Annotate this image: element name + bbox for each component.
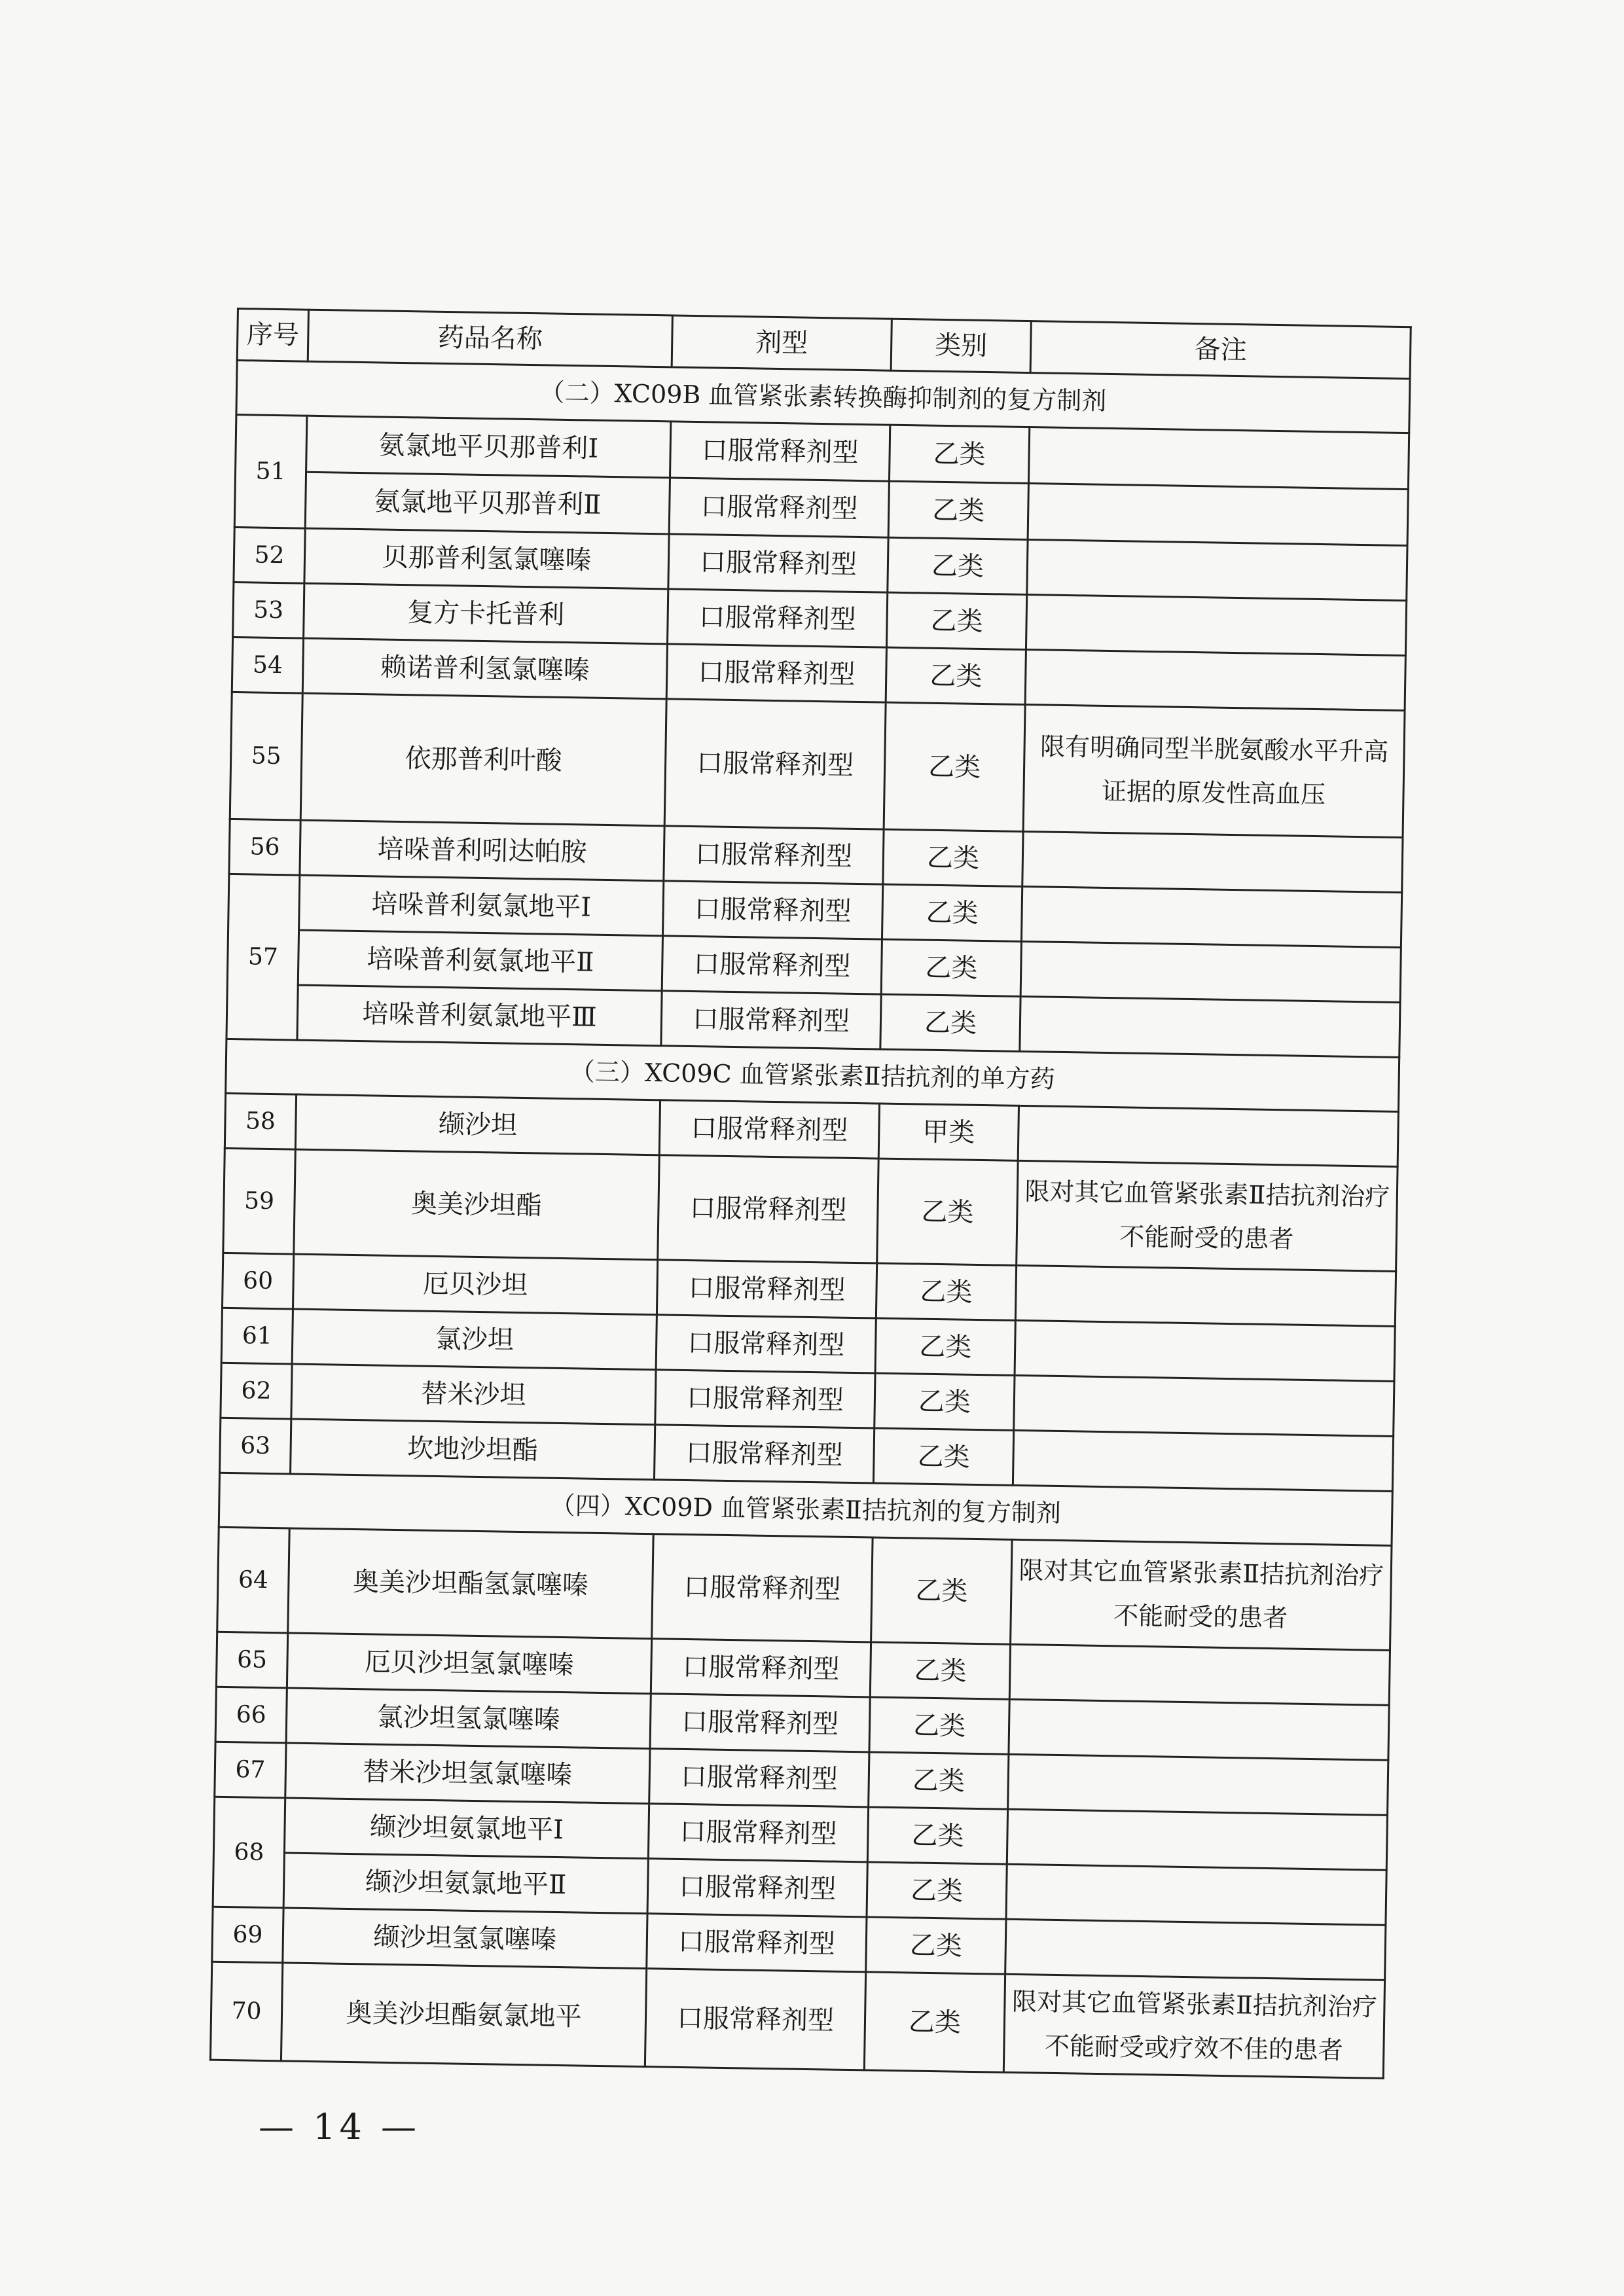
row-note: [1014, 1375, 1394, 1436]
row-form: 口服常释剂型: [650, 1694, 870, 1752]
row-category: 甲类: [878, 1103, 1019, 1160]
table-row: [223, 1148, 1398, 1271]
row-note: [1028, 427, 1409, 490]
row-category: 乙类: [871, 1537, 1012, 1644]
row-category: 乙类: [873, 1428, 1013, 1485]
section-title: （二）XC09B 血管紧张素转换酶抑制剂的复方制剂: [236, 361, 1410, 433]
table-row: [217, 1527, 1392, 1650]
row-seq: 53: [233, 582, 304, 638]
row-note: [1021, 886, 1401, 947]
row-category: 乙类: [877, 1158, 1018, 1265]
row-note: [1020, 941, 1401, 1002]
row-note: [1025, 649, 1405, 710]
row-form: 口服常释剂型: [652, 1534, 873, 1642]
row-form: 口服常释剂型: [664, 699, 886, 829]
section-title: （四）XC09D 血管紧张素Ⅱ拮抗剂的复方制剂: [219, 1473, 1392, 1545]
row-name: 缬沙坦: [295, 1094, 660, 1155]
row-note: [1026, 595, 1406, 656]
row-name: 缬沙坦氨氯地平Ⅱ: [283, 1853, 648, 1914]
row-category: 乙类: [864, 1972, 1005, 2072]
header-note: 备注: [1030, 321, 1411, 379]
row-category: 乙类: [875, 1373, 1015, 1430]
row-form: 口服常释剂型: [666, 644, 886, 702]
row-name: 培哚普利氨氯地平Ⅱ: [298, 930, 662, 991]
row-seq: 56: [229, 819, 300, 875]
row-seq: 67: [215, 1742, 286, 1798]
row-category: 乙类: [881, 939, 1021, 996]
row-form: 口服常释剂型: [669, 478, 889, 537]
row-name: 奥美沙坦酯: [294, 1149, 659, 1260]
row-note: [1013, 1430, 1393, 1491]
row-form: 口服常释剂型: [659, 1100, 879, 1158]
row-category: 乙类: [866, 1917, 1006, 1974]
row-seq: 57: [226, 874, 300, 1040]
row-form: 口服常释剂型: [662, 936, 882, 994]
row-note: [1008, 1754, 1388, 1815]
row-note: [1005, 1919, 1386, 1980]
row-note: [1006, 1864, 1386, 1925]
row-name: 复方卡托普利: [304, 583, 668, 644]
row-category: 乙类: [876, 1263, 1016, 1320]
row-category: 乙类: [888, 537, 1028, 594]
row-seq: 61: [221, 1308, 293, 1364]
row-seq: 68: [213, 1797, 285, 1908]
row-note: [1009, 1699, 1389, 1760]
row-name: 培哚普利吲达帕胺: [300, 820, 664, 881]
row-category: 乙类: [870, 1642, 1010, 1699]
page-number: — 14 —: [259, 2106, 421, 2147]
row-seq: 58: [225, 1093, 296, 1149]
row-name: 培哚普利氨氯地平Ⅲ: [297, 985, 662, 1046]
row-form: 口服常释剂型: [651, 1639, 871, 1697]
row-name: 替米沙坦: [291, 1364, 656, 1425]
row-name: 氯沙坦: [292, 1309, 657, 1370]
row-form: 口服常释剂型: [658, 1155, 878, 1263]
row-note: [1020, 996, 1400, 1057]
row-form: 口服常释剂型: [661, 991, 881, 1049]
row-note: [1007, 1809, 1387, 1870]
row-note: [1015, 1320, 1395, 1381]
row-name: 厄贝沙坦: [293, 1254, 657, 1315]
row-form: 口服常释剂型: [649, 1749, 869, 1807]
row-category: 乙类: [888, 481, 1028, 539]
row-name: 赖诺普利氢氯噻嗪: [302, 638, 667, 699]
row-form: 口服常释剂型: [657, 1260, 876, 1318]
row-category: 乙类: [889, 425, 1029, 483]
row-note: 限对其它血管紧张素Ⅱ拮抗剂治疗不能耐受或疗效不佳的患者: [1003, 1974, 1384, 2078]
row-name: 替米沙坦氢氯噻嗪: [285, 1743, 650, 1804]
row-seq: 55: [230, 692, 302, 820]
row-note: [1009, 1644, 1390, 1705]
table-row: [230, 692, 1405, 837]
row-name: 贝那普利氢氯噻嗪: [304, 528, 669, 589]
row-form: 口服常释剂型: [668, 534, 888, 592]
row-category: 乙类: [869, 1697, 1009, 1754]
row-form: 口服常释剂型: [647, 1914, 867, 1972]
row-seq: 66: [215, 1687, 287, 1743]
row-seq: 63: [220, 1418, 291, 1474]
row-seq: 51: [234, 415, 307, 529]
row-category: 乙类: [880, 994, 1020, 1051]
row-name: 氯沙坦氢氯噻嗪: [286, 1688, 651, 1749]
row-name: 奥美沙坦酯氢氯噻嗪: [288, 1528, 653, 1639]
row-note: [1027, 540, 1407, 601]
drug-table: [209, 308, 1412, 2079]
row-form: 口服常释剂型: [655, 1370, 875, 1428]
row-name: 氨氯地平贝那普利Ⅱ: [305, 472, 670, 534]
row-name: 依那普利叶酸: [300, 693, 666, 826]
header-name: 药品名称: [308, 310, 672, 367]
row-form: 口服常释剂型: [656, 1315, 876, 1373]
row-note: 限对其它血管紧张素Ⅱ拮抗剂治疗不能耐受的患者: [1017, 1160, 1398, 1271]
row-seq: 52: [234, 527, 305, 583]
table-row: [210, 1962, 1384, 2078]
row-name: 奥美沙坦酯氨氯地平: [281, 1963, 646, 2067]
row-form: 口服常释剂型: [648, 1804, 868, 1862]
row-name: 培哚普利氨氯地平Ⅰ: [299, 875, 664, 936]
row-note: [1018, 1105, 1398, 1166]
row-note: 限有明确同型半胱氨酸水平升高证据的原发性高血压: [1023, 704, 1405, 837]
row-note: [1015, 1265, 1396, 1326]
row-category: 乙类: [867, 1807, 1007, 1864]
row-form: 口服常释剂型: [647, 1859, 867, 1917]
row-name: 缬沙坦氢氯噻嗪: [283, 1908, 647, 1969]
row-name: 厄贝沙坦氢氯噻嗪: [287, 1633, 651, 1694]
row-name: 氨氯地平贝那普利Ⅰ: [306, 416, 671, 478]
row-form: 口服常释剂型: [670, 422, 890, 481]
row-seq: 70: [210, 1962, 282, 2061]
row-category: 乙类: [867, 1862, 1007, 1919]
row-note: 限对其它血管紧张素Ⅱ拮抗剂治疗不能耐受的患者: [1011, 1539, 1392, 1650]
row-seq: 54: [232, 637, 303, 693]
row-form: 口服常释剂型: [645, 1969, 865, 2070]
row-note: [1028, 484, 1408, 546]
row-category: 乙类: [882, 884, 1022, 941]
header-category: 类别: [891, 319, 1031, 372]
row-category: 乙类: [886, 647, 1026, 704]
row-seq: 64: [217, 1527, 289, 1633]
row-seq: 62: [221, 1363, 292, 1419]
row-form: 口服常释剂型: [654, 1425, 874, 1483]
row-category: 乙类: [869, 1752, 1009, 1809]
row-name: 缬沙坦氨氯地平Ⅰ: [284, 1798, 649, 1859]
row-form: 口服常释剂型: [663, 881, 883, 939]
section-title: （三）XC09C 血管紧张素Ⅱ拮抗剂的单方药: [226, 1039, 1399, 1111]
row-form: 口服常释剂型: [664, 826, 884, 884]
row-category: 乙类: [875, 1318, 1015, 1375]
row-note: [1022, 831, 1403, 892]
row-seq: 69: [212, 1907, 283, 1963]
row-category: 乙类: [886, 592, 1026, 649]
header-seq: 序号: [237, 309, 308, 362]
row-seq: 60: [222, 1253, 293, 1309]
row-form: 口服常释剂型: [668, 589, 888, 647]
row-seq: 65: [216, 1632, 287, 1688]
row-category: 乙类: [884, 702, 1025, 831]
header-form: 剂型: [672, 315, 892, 370]
row-name: 坎地沙坦酯: [291, 1419, 655, 1480]
row-seq: 59: [223, 1148, 295, 1254]
row-category: 乙类: [883, 829, 1023, 886]
